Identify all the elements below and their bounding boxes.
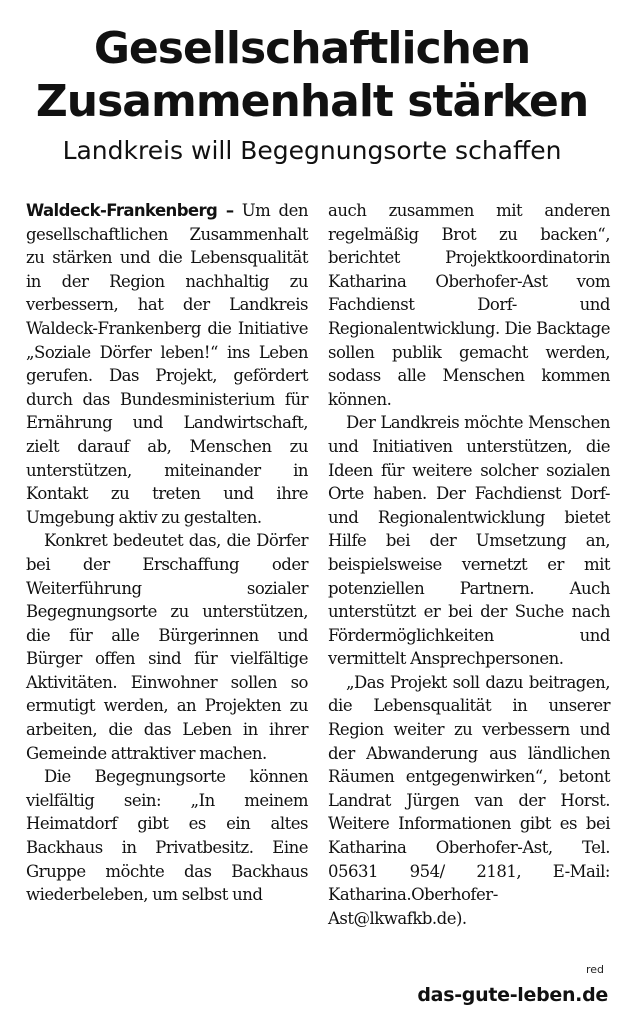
paragraph-4: Der Landkreis möchte Menschen und Initiativen unterstützen, die Ideen für weitere solcher sozialen Orte haben. Der Fachdienst Dorf- und Regionalentwicklung bietet Hilfe bei der Umsetzung an, beispielsweise vernetzt er mit potenziellen Partnern. Auch unterstützt er bei der Suche nach Fördermöglichkeiten und vermittelt Ansprechpersonen. bbox=[328, 413, 610, 669]
footer-site-name: das-gute-leben.de bbox=[417, 984, 608, 1006]
headline bbox=[0, 0, 624, 128]
paragraph-5: „Das Projekt soll dazu beitragen, die Lebensqualität in unserer Region weiter zu verbessern und der Abwanderung aus ländlichen Räumen entgegenwirken“, betont Landrat Jürgen van der Horst. Weitere Informationen gibt es bei Katharina Oberhofer-Ast, Tel. 05631 954/ 2181, E-Mail: Katharina.Oberhofer-Ast@lkwafkb.de). bbox=[328, 672, 610, 928]
body-columns bbox=[26, 199, 610, 930]
headline-line-1: Gesellschaftlichen bbox=[93, 23, 531, 74]
headline-line-2: Zusammenhalt stärken bbox=[35, 76, 589, 127]
paragraph-2: Konkret bedeutet das, die Dörfer bei der Erschaffung oder Weiterführung sozialer Begegnungsorte zu unterstützen, die für alle Bürgerinnen und Bürger offen sind für vielfältige Aktivitäten. Einwohner sollen so ermutigt werden, an Projekten zu arbeiten, die das Leben in ihrer Gemeinde attraktiver machen. bbox=[26, 531, 308, 763]
paragraph-1-text: Um den gesellschaftlichen Zusammenhalt zu stärken und die Lebensqualität in der Region nachhaltig zu verbessern, hat der Landkreis Waldeck-Frankenberg die Initiative „Soziale Dörfer leben!“ ins Leben gerufen. Das Projekt, gefördert durch das Bundesministerium für Ernährung und Landwirtschaft, zielt darauf ab, Menschen zu unterstützen, miteinander in Kontakt zu treten und ihre Umgebung aktiv zu gestalten. bbox=[26, 201, 308, 527]
subtitle: Landkreis will Begegnungsorte schaffen bbox=[62, 136, 562, 165]
paragraph-3-start: Die Begegnungsorte können vielfältig sein: „In meinem Heimatdorf gibt es ein altes Backhaus in Privatbesitz. Eine Gruppe möchte das Backhaus wiederbeleben, um selbst und bbox=[26, 767, 308, 905]
author-byline: red bbox=[585, 963, 604, 976]
dateline: Waldeck-Frankenberg – bbox=[26, 201, 234, 220]
column-right bbox=[328, 199, 610, 930]
paragraph-1 bbox=[26, 199, 308, 529]
column-left bbox=[26, 199, 308, 930]
paragraph-3-continued: auch zusammen mit anderen regelmäßig Brot zu backen“, berichtet Projektkoordinatorin Katharina Oberhofer-Ast vom Fachdienst Dorf- und Regionalentwicklung. Die Backtage sollen publik gemacht werden, sodass alle Menschen kommen können. bbox=[328, 201, 610, 409]
